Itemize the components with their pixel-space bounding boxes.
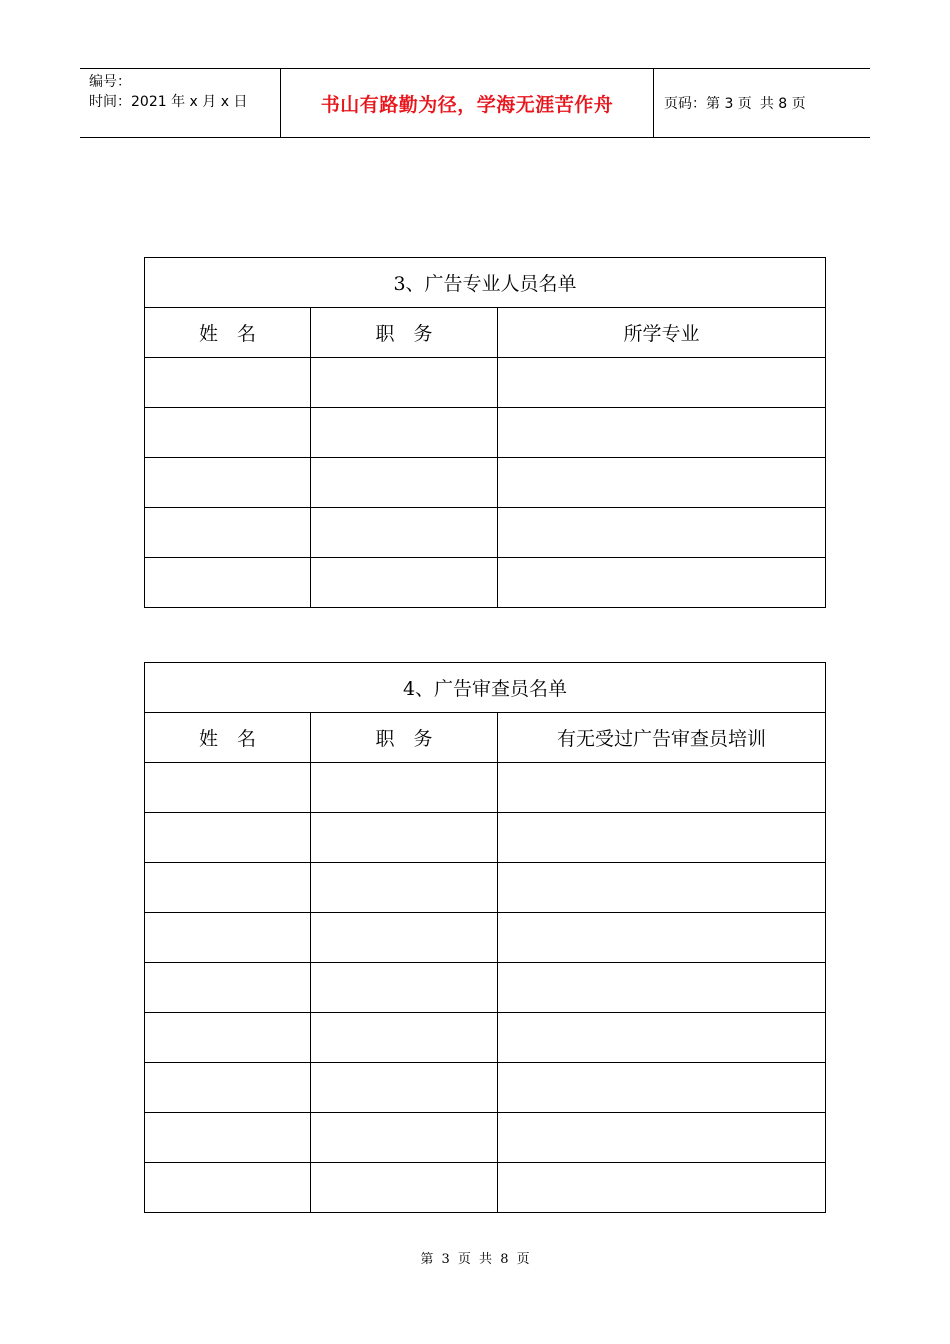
table-row (145, 1163, 826, 1213)
cell-name[interactable] (145, 1013, 311, 1063)
table-row (145, 558, 826, 608)
cell-training[interactable] (498, 863, 826, 913)
document-code-label: 编号： (89, 74, 131, 90)
cell-name[interactable] (145, 408, 311, 458)
header-motto: 书山有路勤为径，学海无涯苦作舟 (281, 69, 654, 137)
cell-name[interactable] (145, 508, 311, 558)
cell-training[interactable] (498, 1063, 826, 1113)
cell-name[interactable] (145, 863, 311, 913)
table-title-row (145, 258, 826, 308)
cell-name[interactable] (145, 813, 311, 863)
cell-position[interactable] (311, 1013, 498, 1063)
column-header-position: 职 务 (311, 308, 498, 358)
header-meta (80, 69, 281, 137)
cell-position[interactable] (311, 1063, 498, 1113)
table-row (145, 863, 826, 913)
cell-name[interactable] (145, 763, 311, 813)
table-row (145, 408, 826, 458)
cell-name[interactable] (145, 1113, 311, 1163)
table-row (145, 963, 826, 1013)
column-header-name: 姓 名 (145, 713, 311, 763)
cell-name[interactable] (145, 913, 311, 963)
column-header-position: 职 务 (311, 713, 498, 763)
table-row (145, 913, 826, 963)
cell-position[interactable] (311, 813, 498, 863)
table-row (145, 508, 826, 558)
cell-major[interactable] (498, 558, 826, 608)
header-page-info (654, 69, 870, 137)
header-page-number: 页码：第 3 页 (664, 96, 752, 112)
cell-position[interactable] (311, 358, 498, 408)
cell-name[interactable] (145, 1063, 311, 1113)
cell-training[interactable] (498, 913, 826, 963)
cell-major[interactable] (498, 508, 826, 558)
table-header-row (145, 308, 826, 358)
reviewer-roster-table (144, 662, 826, 1213)
table-row (145, 1113, 826, 1163)
staff-roster-table (144, 257, 826, 608)
cell-training[interactable] (498, 1163, 826, 1213)
cell-name[interactable] (145, 1163, 311, 1213)
cell-position[interactable] (311, 913, 498, 963)
cell-position[interactable] (311, 863, 498, 913)
table-row (145, 763, 826, 813)
cell-name[interactable] (145, 458, 311, 508)
cell-name[interactable] (145, 558, 311, 608)
cell-training[interactable] (498, 813, 826, 863)
table-title-row (145, 663, 826, 713)
cell-training[interactable] (498, 1013, 826, 1063)
cell-major[interactable] (498, 358, 826, 408)
table-row (145, 813, 826, 863)
cell-position[interactable] (311, 1113, 498, 1163)
cell-position[interactable] (311, 558, 498, 608)
cell-major[interactable] (498, 408, 826, 458)
cell-position[interactable] (311, 963, 498, 1013)
table-header-row (145, 713, 826, 763)
cell-position[interactable] (311, 508, 498, 558)
page-header (80, 68, 870, 138)
column-header-name: 姓 名 (145, 308, 311, 358)
column-header-training: 有无受过广告审查员培训 (498, 713, 826, 763)
cell-training[interactable] (498, 763, 826, 813)
cell-training[interactable] (498, 1113, 826, 1163)
cell-training[interactable] (498, 963, 826, 1013)
document-date-label: 时间：2021 年 x 月 x 日 (89, 94, 248, 110)
table-row (145, 358, 826, 408)
page-footer-number: 第 3 页 共 8 页 (420, 1252, 530, 1267)
cell-position[interactable] (311, 458, 498, 508)
table-title: 4、广告审查员名单 (145, 663, 826, 713)
table-row (145, 458, 826, 508)
table-row (145, 1013, 826, 1063)
cell-position[interactable] (311, 763, 498, 813)
cell-major[interactable] (498, 458, 826, 508)
cell-position[interactable] (311, 408, 498, 458)
cell-name[interactable] (145, 963, 311, 1013)
cell-position[interactable] (311, 1163, 498, 1213)
cell-name[interactable] (145, 358, 311, 408)
table-title: 3、广告专业人员名单 (145, 258, 826, 308)
column-header-major: 所学专业 (498, 308, 826, 358)
table-row (145, 1063, 826, 1113)
header-page-total: 共 8 页 (759, 96, 806, 112)
